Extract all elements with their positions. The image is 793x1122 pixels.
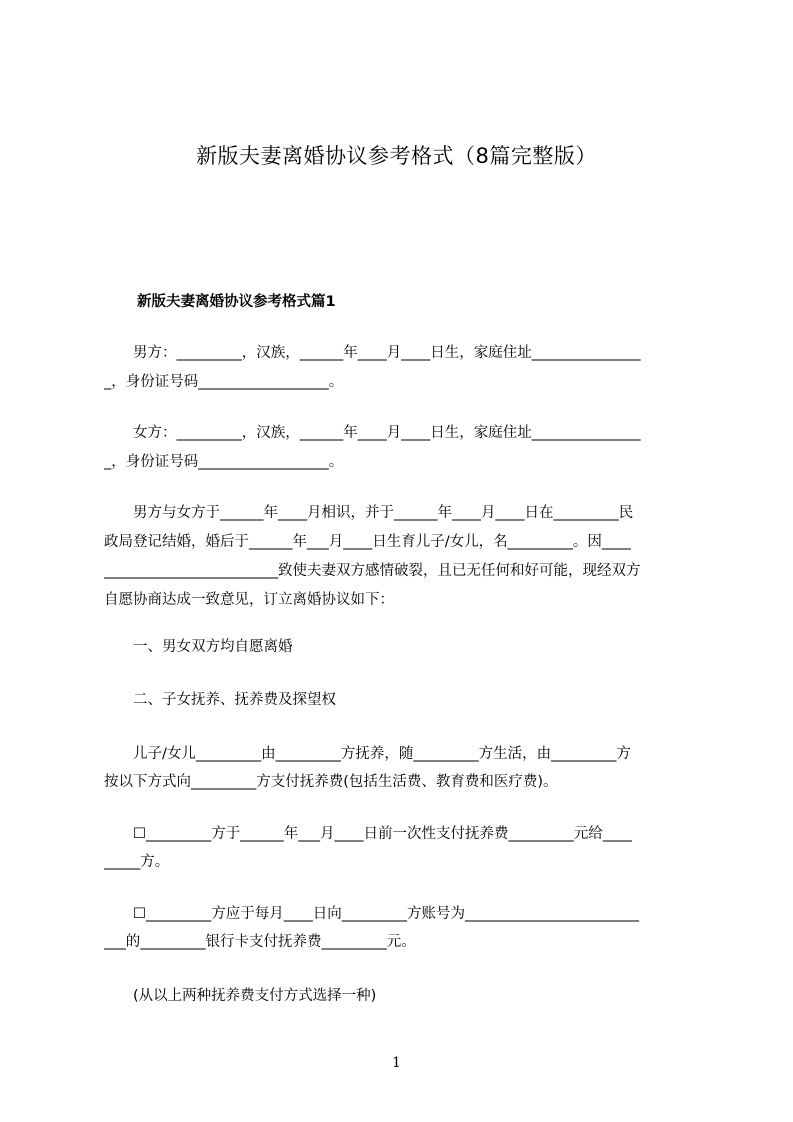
page-number: 1 (392, 1055, 401, 1071)
checkbox-option-line: _____方。 (104, 854, 170, 870)
document-title: 新版夫妻离婚协议参考格式（8篇完整版） (196, 144, 597, 168)
paragraph-line: 按以下方式向_________方支付抚养费(包括生活费、教育费和医疗费)。 (104, 774, 558, 790)
section-heading: 新版夫妻离婚协议参考格式篇1 (137, 294, 336, 310)
paragraph-line: 男方：_________，汉族，______年____月____日生，家庭住址_______________ (104, 345, 641, 361)
paragraph-line: 自愿协商达成一致意见，订立离婚协议如下： (104, 592, 394, 608)
checkbox-option-line: ☐_________方应于每月____日向_________方账号为________________________ (104, 906, 639, 922)
paragraph-line: 儿子/女儿_________由_________方抚养，随_________方生活，由_________方 (104, 746, 631, 762)
clause-heading: 一、男女双方均自愿离婚 (104, 639, 293, 655)
paragraph-line: 政局登记结婚，婚后于______年___月____日生育儿子/女儿，名_________。因____ (104, 534, 631, 550)
checkbox-option-line: ___的_________银行卡支付抚养费_________元。 (104, 934, 416, 950)
checkbox-option-line: ☐_________方于______年___月____日前一次性支付抚养费_________元给____ (104, 826, 632, 842)
paragraph-line: ________________________致使夫妻双方感情破裂，且已无任何和好可能，现经双方 (104, 563, 641, 579)
paragraph-line: _，身份证号码__________________。 (104, 374, 344, 390)
clause-heading: 二、子女抚养、抚养费及探望权 (104, 692, 336, 708)
note-line: (从以上两种抚养费支付方式选择一种) (104, 988, 377, 1004)
paragraph-line: 女方：_________，汉族，______年____月____日生，家庭住址_______________ (104, 425, 641, 441)
paragraph-line: 男方与女方于______年____月相识，并于______年____月____日在_________民 (104, 505, 634, 521)
paragraph-line: _，身份证号码__________________。 (104, 454, 344, 470)
